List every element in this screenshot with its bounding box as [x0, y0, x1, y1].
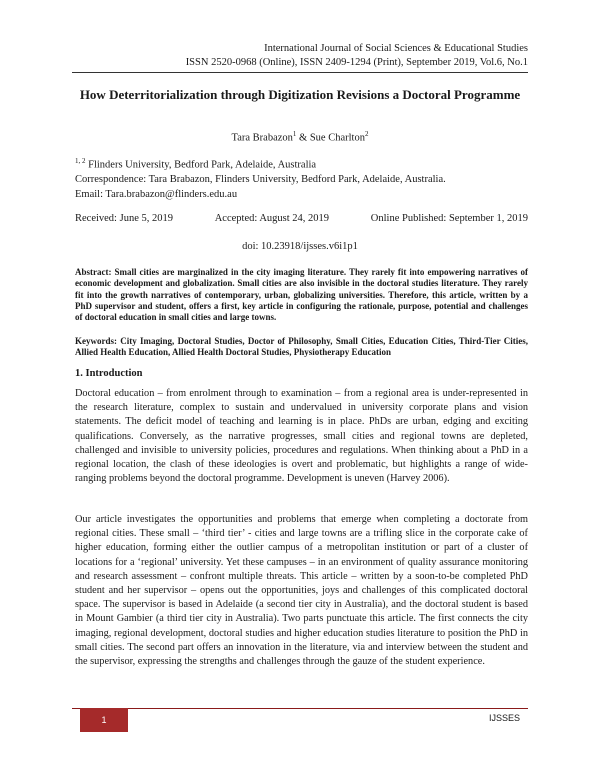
published-date: Online Published: September 1, 2019	[370, 213, 528, 224]
running-header	[186, 42, 528, 70]
intro-paragraph-1: Doctoral education – from enrolment through to examination – from a regional area is under-represented in the research literature, complex to sustain and undervalued in university corporate plans and vision statements. The deficit model of teaching and learning is in place. PhDs are urban, edging and exciting qualifications. Conversely, as the narrative progresses, small cities and regional towns are depleted, challenged and invisible to university policies, procedures and regulations. When thinking about a PhD in a regional location, the clash of these ideologies is overt and problematic, but highlights a range of wide-ranging problems beyond the doctoral programme. Development is uneven (Harvey 2006).	[75, 388, 528, 485]
keywords: Keywords: City Imaging, Doctoral Studies, Doctor of Philosophy, Small Cities, Education Cities, Third-Tier Cities, Allied Health Education, Allied Health Doctoral Studies, Physiotherapy Education	[75, 336, 528, 358]
article-dates	[75, 213, 528, 224]
correspondence-line: Correspondence: Tara Brabazon, Flinders University, Bedford Park, Adelaide, Australia.	[75, 174, 446, 185]
received-date: Received: June 5, 2019	[75, 213, 173, 224]
affiliation-institution: Flinders University, Bedford Park, Adelaide, Australia	[88, 159, 317, 171]
author-2-sup: 2	[364, 130, 369, 138]
accepted-date: Accepted: August 24, 2019	[214, 213, 330, 224]
abstract: Abstract: Small cities are marginalized in the city imaging literature. They rarely fit into empowering narratives of economic development and globalization. Small cities are also invisible in the doctoral studies literature. They rarely fit into the growth narratives of contemporary, urban, globalizing universities. Therefore, this article, written by a PhD supervisor and student, offers a first, key article in configuring the rationale, purpose, potential and challenges of doctoral education in small cities and large towns.	[75, 267, 528, 323]
footer-divider	[72, 708, 528, 709]
page-number-badge	[80, 708, 128, 732]
section-heading: 1. Introduction	[75, 368, 143, 379]
email-line: Email: Tara.brabazon@flinders.edu.au	[75, 188, 238, 200]
author-1: Tara Brabazon	[231, 132, 293, 144]
article-title: How Deterritorialization through Digitization Revisions a Doctoral Programme	[79, 87, 521, 102]
page-number: 1	[101, 715, 107, 725]
affiliations	[75, 154, 446, 202]
author-1-sup: 1	[292, 130, 297, 138]
journal-name: International Journal of Social Sciences & Educational Studies	[264, 43, 528, 54]
issn-line: ISSN 2520-0968 (Online), ISSN 2409-1294 (Print), September 2019, Vol.6, No.1	[185, 57, 528, 68]
footer-journal-abbr: IJSSES	[488, 713, 520, 723]
author-line	[72, 130, 528, 144]
author-2: Sue Charlton	[309, 132, 365, 144]
doi-link[interactable]: doi: 10.23918/ijsses.v6i1p1	[242, 241, 358, 252]
author-separator: &	[296, 132, 310, 144]
header-divider	[72, 72, 528, 73]
affiliation-line	[75, 154, 446, 173]
affiliation-sup: 1, 2	[75, 157, 86, 165]
intro-paragraph-2: Our article investigates the opportunities and problems that emerge when completing a doctorate from regional cities. These small – ‘third tier’ - cities and large towns are a trifling slice in the corporate cake of higher education, forming either the outlier campus of a metropolitan institution or part of a cluster of locations for a ‘regional’ university. Yet these campuses – in an environment of quality assurance monitoring and research assessment – confront multiple threats. This article – written by a soon-to-be completed PhD student and her supervisor – opens out the opportunities, joys and challenges of this complicated doctoral space. The supervisor is based in Adelaide (a second tier city in Australia), and the doctoral student is based in Mount Gambier (a third tier city in Australia). Two parts punctuate this article. The first connects the city imaging, regional development, doctoral studies and higher education studies literature to position the PhD in small cities. The second part offers an innovation in the literature, via and interview between the student and the supervisor, expressing the strengths and challenges through the gauze of the student experience.	[75, 514, 528, 668]
